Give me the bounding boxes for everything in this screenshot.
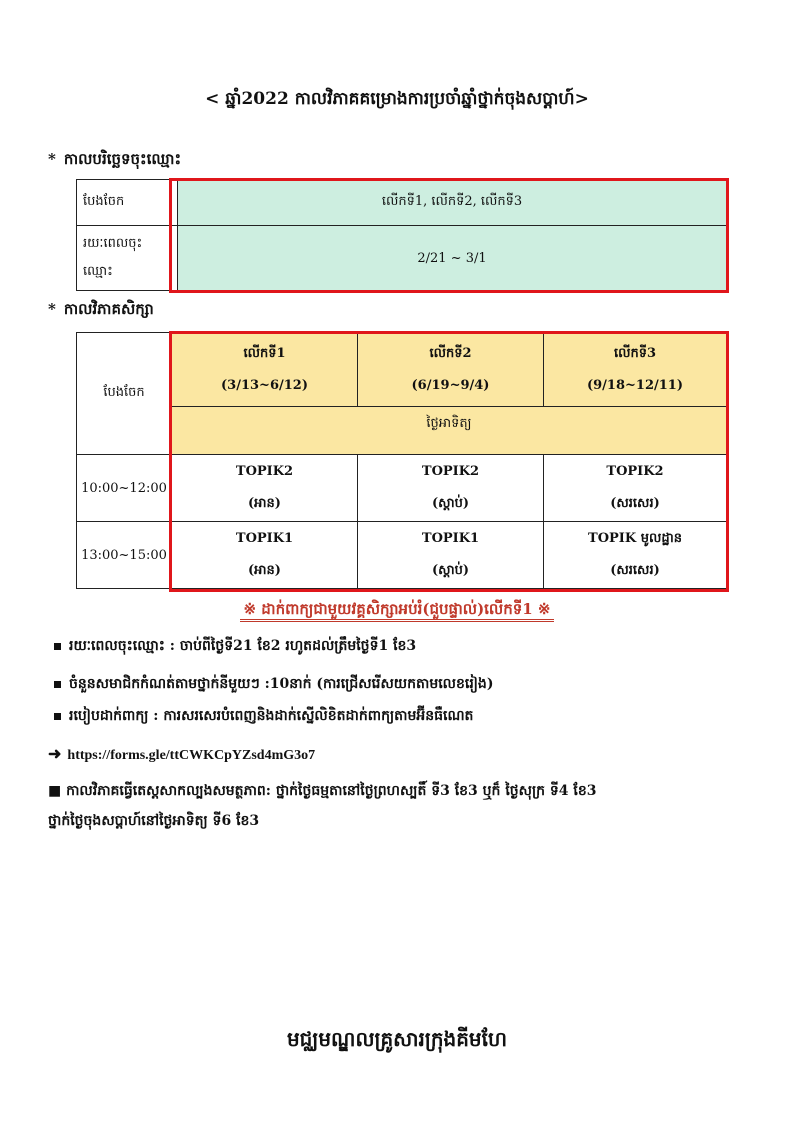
term-1-header — [172, 333, 358, 407]
term-3-header — [544, 333, 727, 407]
heading-marker: * — [48, 300, 56, 318]
arrow-right-icon: ➜ — [48, 746, 62, 763]
registration-row2-label — [77, 226, 178, 291]
registration-heading-text: កាលបរិច្ឆេទចុះឈ្មោះ — [63, 150, 182, 168]
registration-row2-label-line1: រយៈពេលចុះ — [83, 236, 143, 251]
list-item — [54, 636, 416, 657]
registration-table — [76, 179, 727, 291]
course-skill: (អាន) — [248, 563, 281, 578]
registration-row2-label-line2: ឈ្មោះ — [83, 264, 113, 279]
time-slot-1: 10:00~12:00 — [77, 455, 172, 522]
test-schedule-line2: ថ្នាក់ថ្ងៃចុងសប្តាហ៍នៅថ្ងៃអាទិត្យ ទី6 ខែ3 — [48, 813, 260, 829]
term-2-header — [358, 333, 544, 407]
bullet-square-icon — [54, 681, 61, 688]
schedule-cell — [172, 522, 358, 589]
page-title: < ឆ្នាំ2022 កាលវិភាគគម្រោងការប្រចាំឆ្នាំថ្នាក់ចុងសប្តាហ៍> — [205, 89, 589, 109]
list-item — [54, 674, 493, 695]
list-item — [54, 706, 473, 727]
term-3-name: លើកទី3 — [613, 345, 657, 361]
schedule-cell — [544, 522, 727, 589]
bullet-square-icon — [54, 713, 61, 720]
bullet-square-icon — [54, 643, 61, 650]
notice-text: ※ ដាក់ពាក្យជាមួយវគ្គសិក្សាអប់រំ(ជួបផ្ទាល់)លើកទី1 ※ — [240, 600, 555, 622]
course-skill: (ស្តាប់) — [431, 496, 470, 511]
schedule-heading — [48, 300, 154, 322]
registration-row1-label: បែងចែក — [77, 180, 178, 226]
day-of-week: ថ្ងៃអាទិត្យ — [172, 407, 727, 455]
course-skill: (អាន) — [248, 496, 281, 511]
bullet-text: រយៈពេលចុះឈ្មោះ : ចាប់ពីថ្ងៃទី21 ខែ2 រហូតដល់ត្រឹមថ្ងៃទី1 ខែ3 — [69, 638, 417, 654]
term-1-name: លើកទី1 — [243, 345, 286, 361]
organization-name: មជ្ឈមណ្ឌលគ្រូសារក្រុងគីមហែ — [286, 1027, 508, 1051]
schedule-cell — [172, 455, 358, 522]
term-2-dates: (6/19~9/4) — [411, 377, 490, 393]
schedule-table — [76, 332, 727, 589]
application-link-line — [48, 744, 315, 764]
course-skill: (ស្តាប់) — [431, 563, 470, 578]
schedule-heading-text: កាលវិភាគសិក្សា — [63, 300, 154, 318]
registration-heading — [48, 150, 181, 172]
course-name: TOPIK2 — [606, 464, 664, 479]
course-name: TOPIK1 — [235, 531, 294, 546]
test-schedule-line1: ■ កាលវិភាគធ្វើតេស្តសាកល្បងសមត្ថភាព: ថ្នាក់ថ្ងៃធម្មតានៅថ្ងៃព្រហស្បតិ៍ ទី3 ខែ3 ឬក៏ ថ្ងៃសុក្រ ទី4 ខែ3 — [48, 783, 597, 799]
registration-period-value: 2/21 ~ 3/1 — [178, 226, 727, 291]
course-name: TOPIK2 — [421, 464, 480, 479]
table-row — [77, 522, 727, 589]
schedule-cell — [358, 522, 544, 589]
course-name: TOPIK1 — [421, 531, 480, 546]
schedule-cell — [358, 455, 544, 522]
schedule-cell — [544, 455, 727, 522]
term-1-dates: (3/13~6/12) — [221, 377, 308, 393]
notice-banner — [0, 600, 794, 622]
term-2-name: លើកទី2 — [429, 345, 472, 361]
bullet-text: របៀបដាក់ពាក្យ : ការសរសេរបំពេញនិងដាក់ស្នើលិខិតដាក់ពាក្យតាមអ៊ីនធឺណេត — [69, 708, 474, 724]
bullet-text: ចំនួនសមាជិកកំណត់តាមថ្នាក់នីមួយៗ :10នាក់ (ការជ្រើសរើសយកតាមលេខរៀង) — [69, 676, 494, 692]
registration-row1-value: លើកទី1, លើកទី2, លើកទី3 — [178, 180, 727, 226]
course-skill: (សរសេរ) — [610, 563, 660, 578]
course-skill: (សរសេរ) — [610, 496, 660, 511]
table-row — [77, 455, 727, 522]
course-name: TOPIK មូលដ្ឋាន — [588, 531, 682, 546]
application-form-link[interactable]: https://forms.gle/ttCWKCpYZsd4mG3o7 — [67, 748, 316, 763]
term-3-dates: (9/18~12/11) — [586, 377, 683, 393]
time-slot-2: 13:00~15:00 — [77, 522, 172, 589]
course-name: TOPIK2 — [235, 464, 294, 479]
schedule-header-label: បែងចែក — [77, 333, 172, 455]
heading-marker: * — [48, 150, 56, 168]
